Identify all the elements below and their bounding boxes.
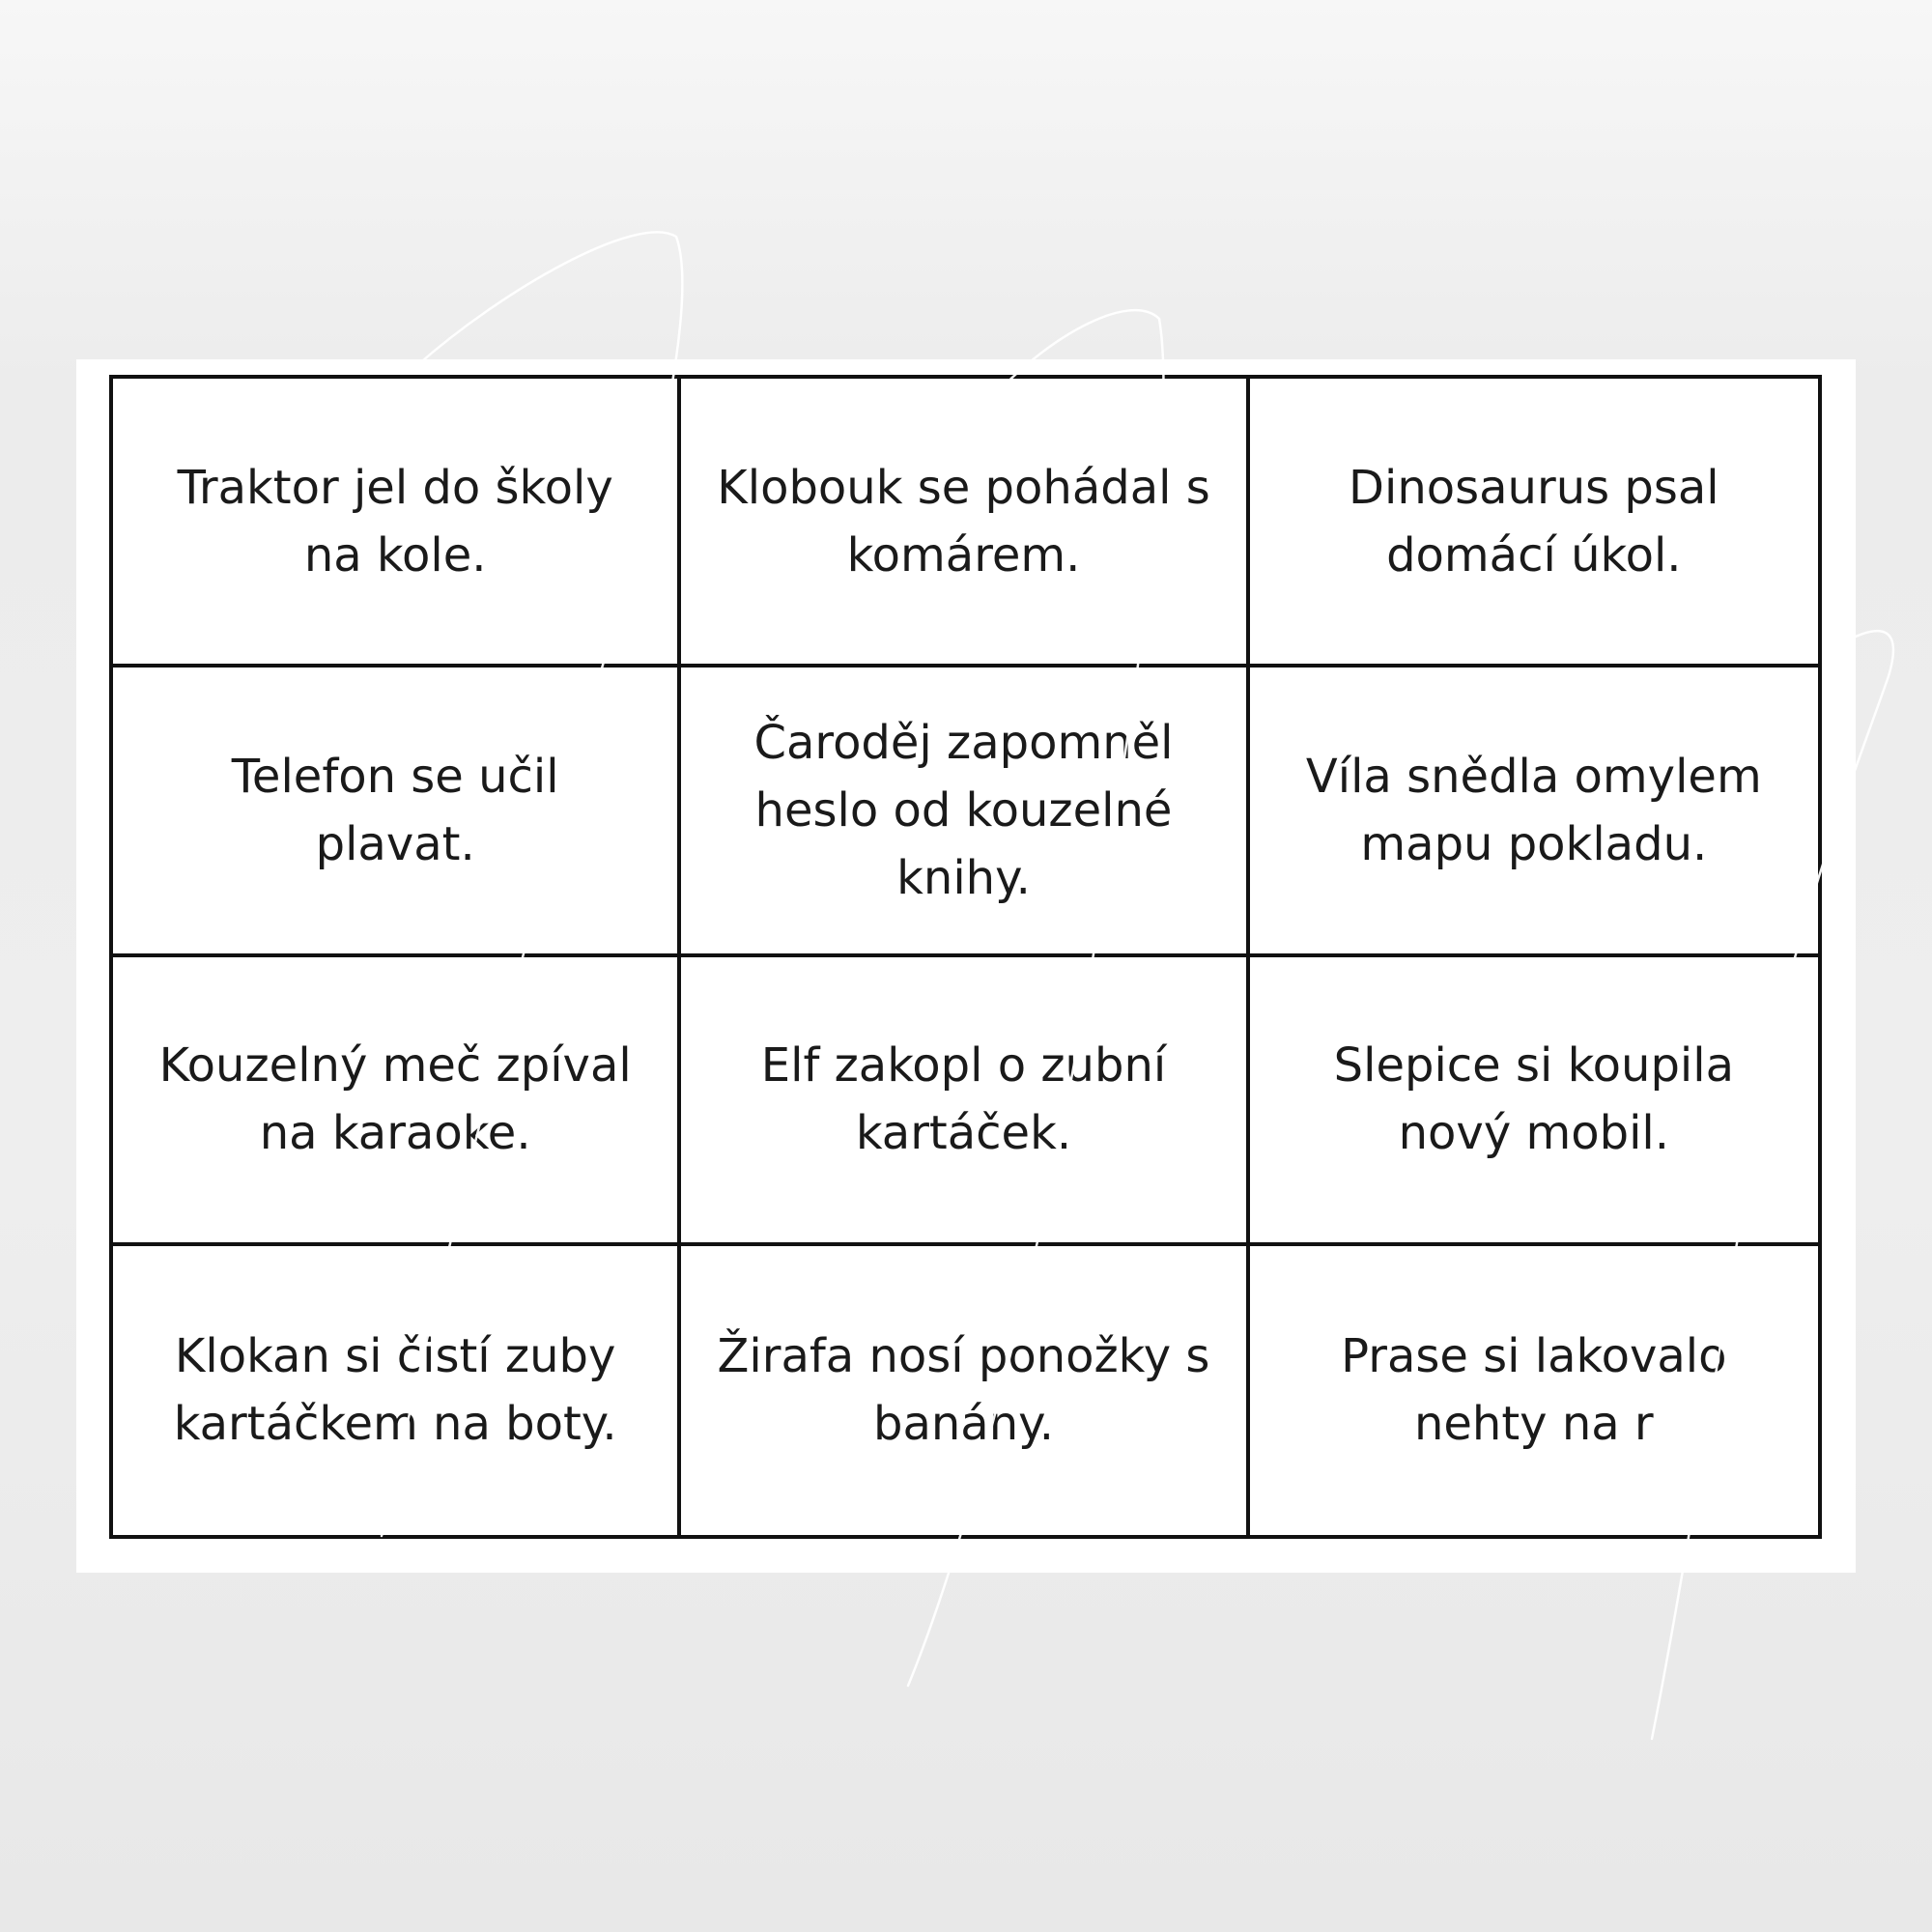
sentence-card: Telefon se učil plavat. [113, 668, 681, 956]
sentence-card: Klobouk se pohádal s komárem. [681, 379, 1249, 668]
worksheet-card [76, 359, 1856, 1573]
sentence-card: Elf zakopl o zubní kartáček. [681, 957, 1249, 1246]
sentence-card: Prase si lakovalo nehty na r [1341, 1329, 1727, 1452]
sentence-card: Víla snědla omylem mapu pokladu. [1250, 668, 1818, 956]
sentence-card: Klokan si čistí zuby kartáčkem na boty. [113, 1246, 681, 1535]
sentence-card: Slepice si koupila nový mobil. [1250, 957, 1818, 1246]
sentence-card: Čaroděj zapomněl heslo od kouzelné knihy. [681, 668, 1249, 956]
sentence-card: Žirafa nosí ponožky s banány. [681, 1246, 1249, 1535]
sentence-card: Dinosaurus psal domácí úkol. [1250, 379, 1818, 668]
sentence-card: Traktor jel do školy na kole. [113, 379, 681, 668]
sentence-grid [109, 375, 1822, 1539]
sentence-card: Kouzelný meč zpíval na karaoke. [113, 957, 681, 1246]
